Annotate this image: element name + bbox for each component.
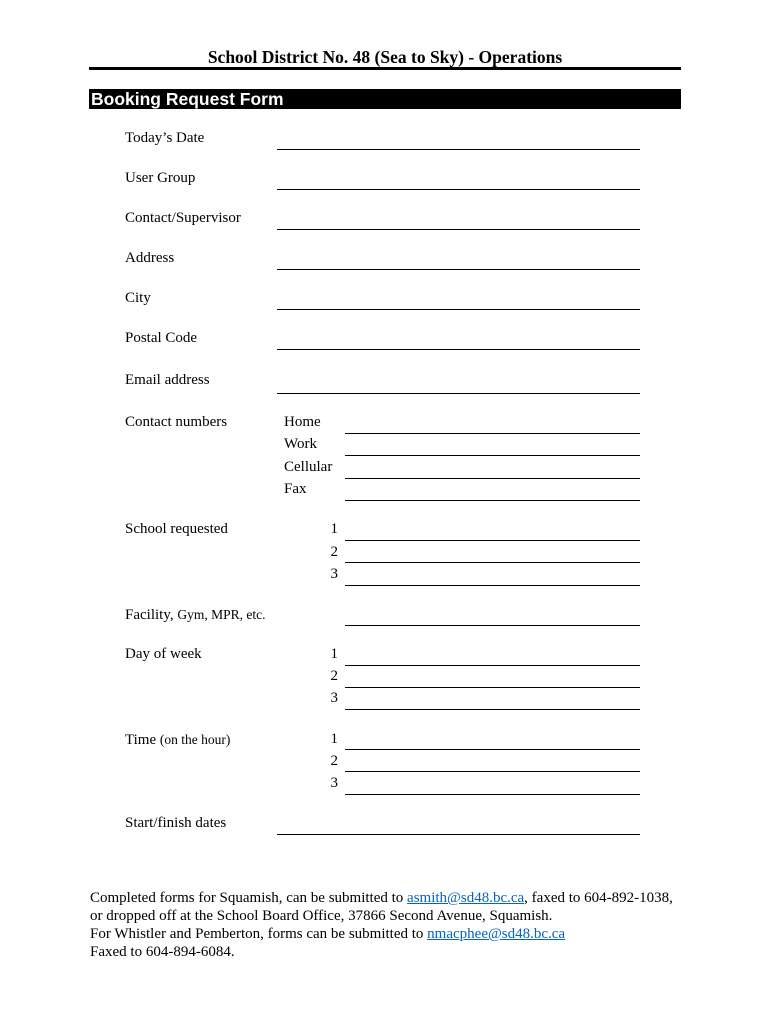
time-choice-2-field[interactable] [345, 754, 640, 772]
fax-number-field[interactable] [345, 483, 640, 501]
time-choice-number: 2 [330, 753, 338, 769]
school-choice-1-field[interactable] [345, 523, 640, 541]
day-of-week-label: Day of week [125, 646, 202, 662]
city-field[interactable] [277, 292, 640, 310]
facility-label-note: Gym, MPR, etc. [177, 607, 266, 622]
form-title: Booking Request Form [91, 89, 284, 109]
day-choice-number: 1 [330, 646, 338, 662]
postal-code-label: Postal Code [125, 330, 198, 346]
postal-code-field[interactable] [277, 332, 640, 350]
email-address-label: Email address [125, 372, 210, 388]
instructions-line: or dropped off at the School Board Office, 37866 Second Avenue, Squamish. [90, 908, 553, 924]
instructions-line [90, 925, 673, 943]
city-label: City [125, 290, 151, 306]
school-choice-number: 3 [330, 566, 338, 582]
school-choice-3-field[interactable] [345, 568, 640, 586]
time-choice-number: 1 [330, 731, 338, 747]
home-phone-label: Home [284, 414, 321, 430]
address-field[interactable] [277, 252, 640, 270]
instructions-text: For Whistler and Pemberton, forms can be submitted to [90, 926, 428, 942]
time-choice-number: 3 [330, 775, 338, 791]
email-address-field[interactable] [277, 376, 640, 394]
time-label-text: Time [125, 732, 157, 748]
instructions-line: Faxed to 604-894-6084. [90, 944, 235, 960]
facility-label-text: Facility, [125, 607, 174, 623]
contact-supervisor-label: Contact/Supervisor [125, 210, 241, 226]
contact-numbers-label: Contact numbers [125, 414, 228, 430]
home-phone-field[interactable] [345, 416, 640, 434]
work-phone-field[interactable] [345, 438, 640, 456]
school-choice-number: 2 [330, 544, 338, 560]
submission-instructions [90, 889, 673, 961]
time-choice-3-field[interactable] [345, 777, 640, 795]
school-choice-number: 1 [330, 521, 338, 537]
day-choice-3-field[interactable] [345, 692, 640, 710]
start-finish-dates-field[interactable] [277, 817, 640, 835]
day-choice-number: 3 [330, 690, 338, 706]
day-choice-2-field[interactable] [345, 670, 640, 688]
school-choice-2-field[interactable] [345, 545, 640, 563]
user-group-label: User Group [125, 170, 196, 186]
address-label: Address [125, 250, 175, 266]
user-group-field[interactable] [277, 172, 640, 190]
time-label [125, 731, 230, 749]
whistler-pemberton-email-link[interactable]: nmacphee@sd48.bc.ca [427, 926, 566, 942]
school-requested-label: School requested [125, 521, 228, 537]
document-title: School District No. 48 (Sea to Sky) - Operations [207, 47, 563, 67]
squamish-email-link[interactable]: asmith@sd48.bc.ca [407, 890, 525, 906]
day-choice-1-field[interactable] [345, 648, 640, 666]
facility-label [125, 606, 266, 624]
fax-number-label: Fax [284, 481, 307, 497]
form-title-banner [89, 89, 681, 109]
day-choice-number: 2 [330, 668, 338, 684]
instructions-line [90, 889, 673, 907]
cellular-phone-field[interactable] [345, 461, 640, 479]
time-label-note: (on the hour) [159, 732, 231, 747]
instructions-text: Completed forms for Squamish, can be submitted to [90, 890, 408, 906]
work-phone-label: Work [284, 436, 317, 452]
time-choice-1-field[interactable] [345, 732, 640, 750]
start-finish-dates-label: Start/finish dates [125, 815, 227, 831]
todays-date-label: Today’s Date [125, 130, 205, 146]
facility-field[interactable] [345, 608, 640, 626]
instructions-text: , faxed to 604-892-1038, [524, 890, 673, 906]
todays-date-field[interactable] [277, 132, 640, 150]
contact-supervisor-field[interactable] [277, 212, 640, 230]
title-divider [89, 67, 681, 70]
cellular-phone-label: Cellular [284, 459, 333, 475]
